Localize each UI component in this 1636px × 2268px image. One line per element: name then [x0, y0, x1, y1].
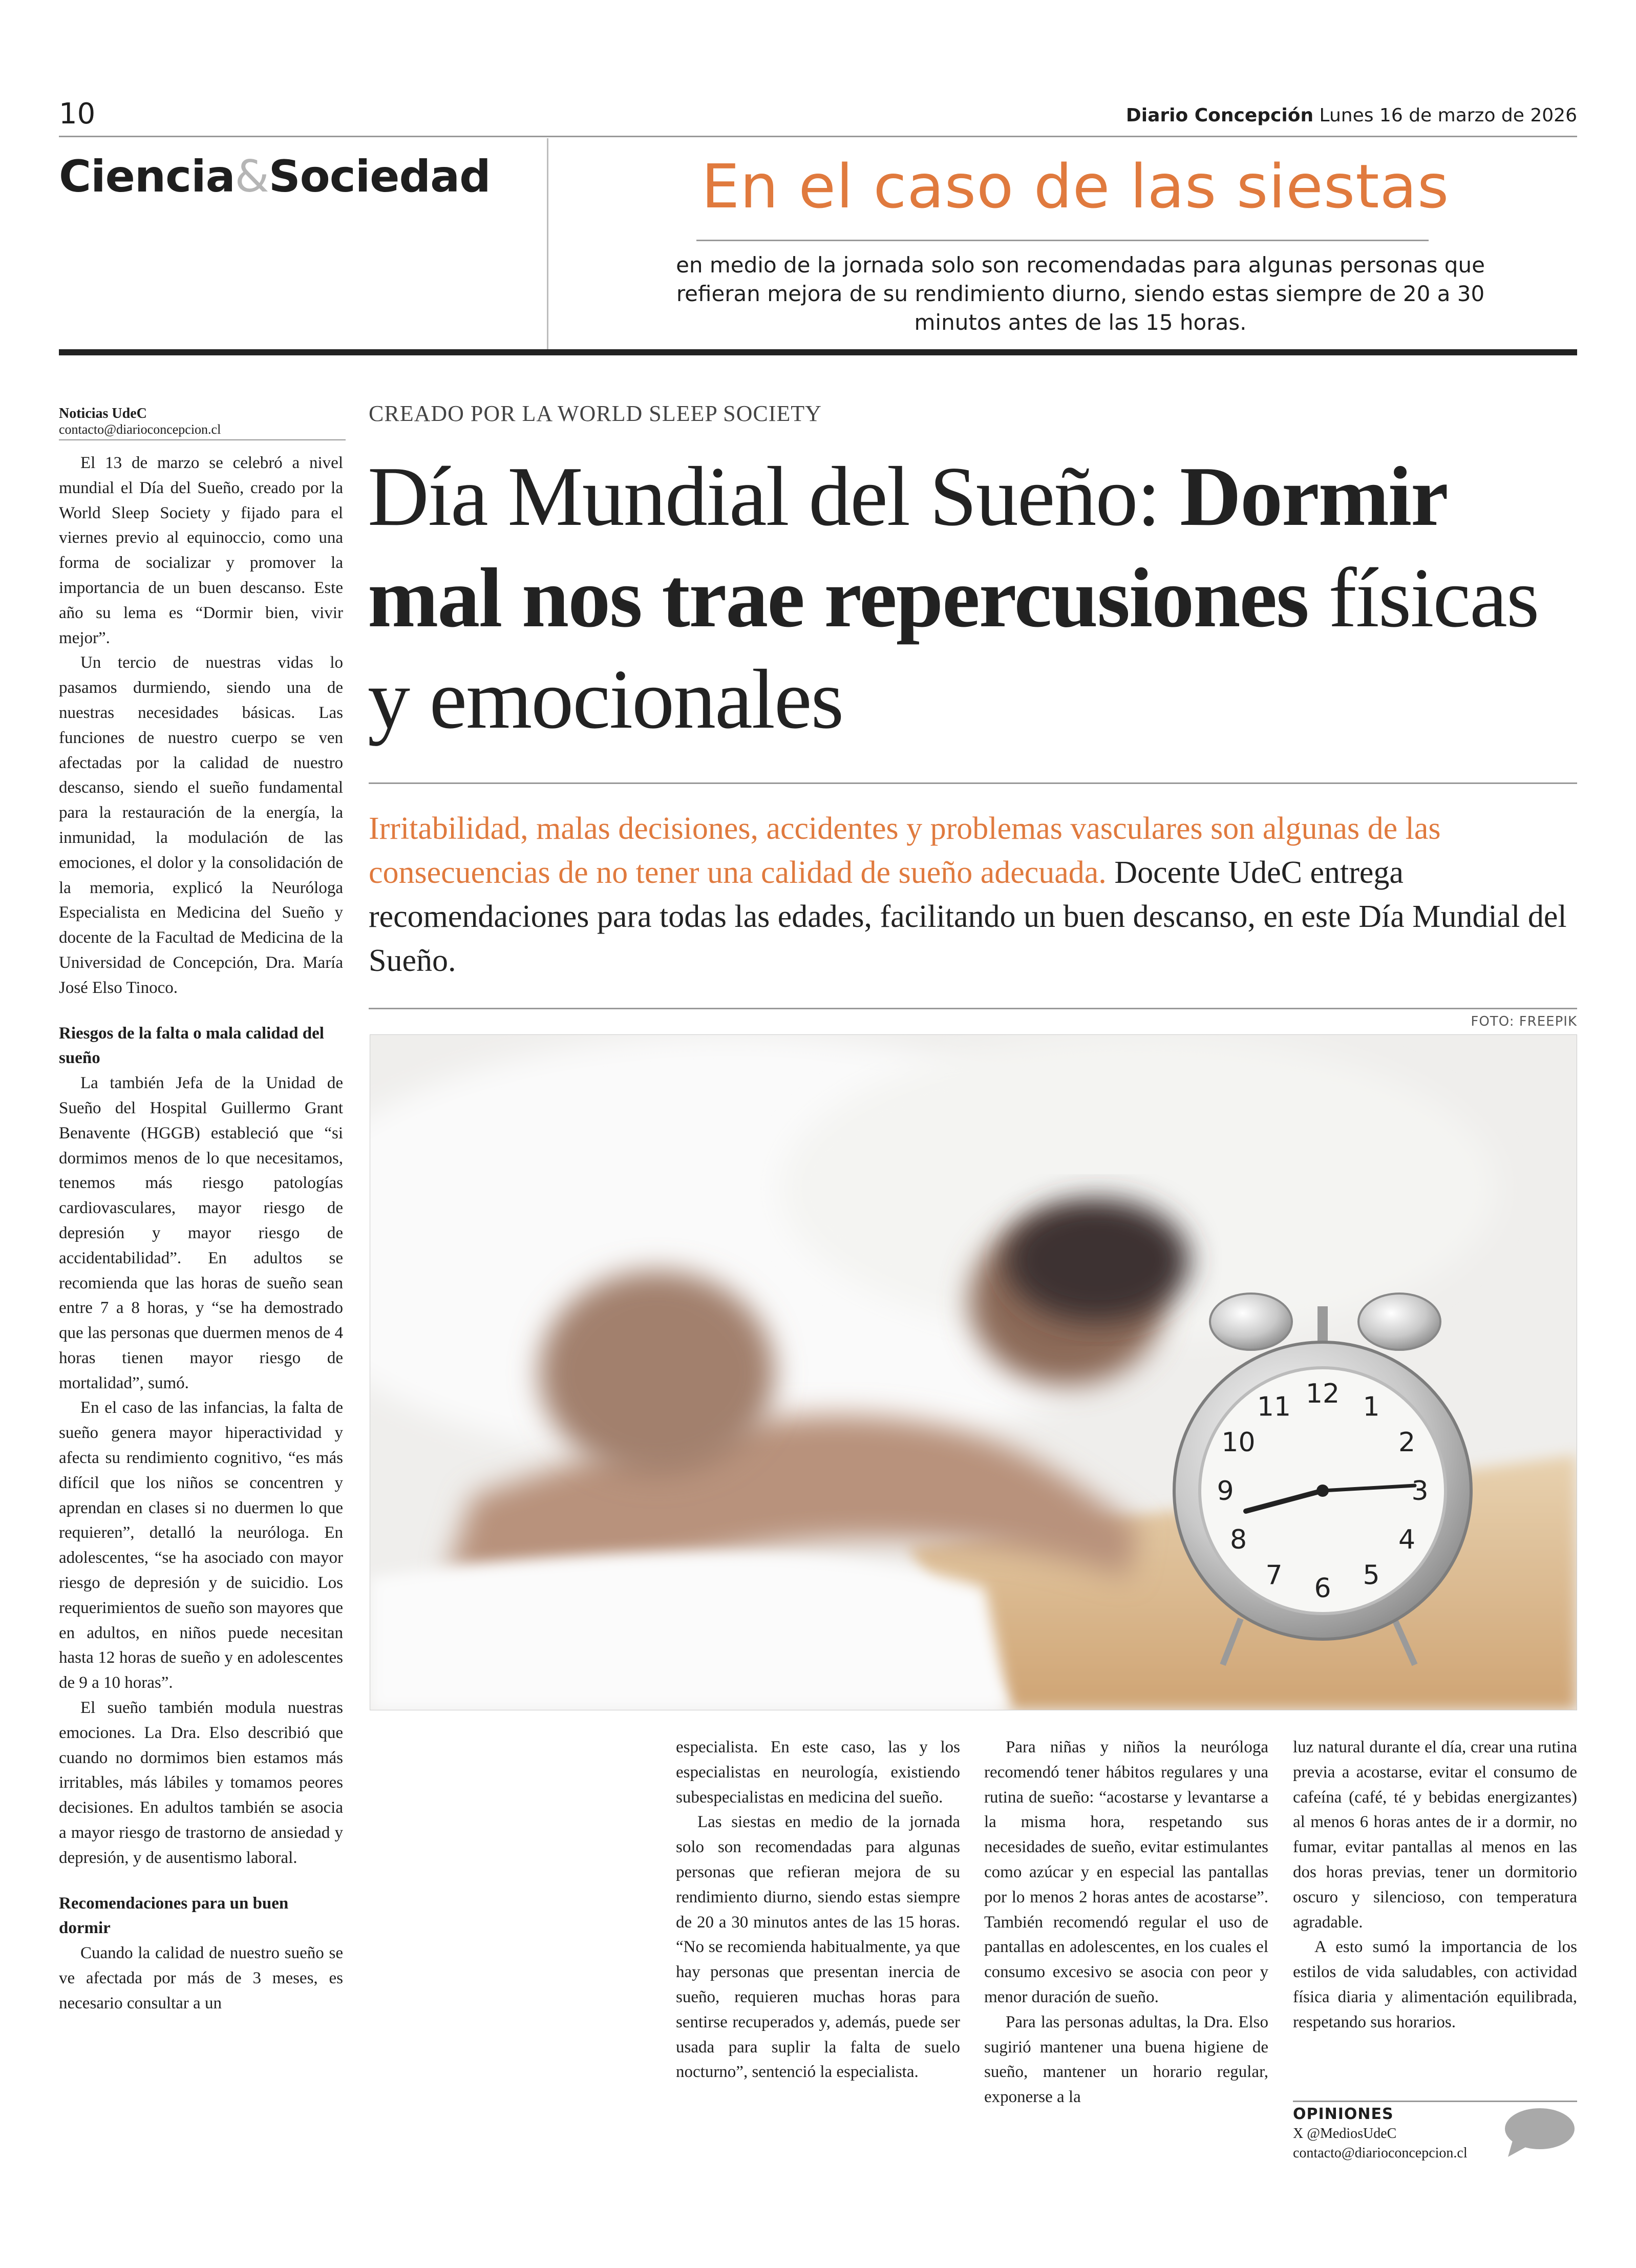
opiniones-title: OPINIONES [1293, 2105, 1394, 2123]
clock-number: 10 [1221, 1427, 1256, 1458]
masthead-name: Diario Concepción [1125, 105, 1314, 126]
paragraph: especialista. En este caso, las y los especialistas en neurología, existiendo subespecialistas en medicina del sueño. [676, 1738, 960, 1807]
byline [59, 406, 335, 437]
paragraph: Un tercio de nuestras vidas lo pasamos durmiendo, siendo una de nuestras necesidades básicas. Las funciones de nuestro cuerpo se ven afectadas por la calidad de nuestro descanso, siendo el sueño fundamental para la restauración de la energía, la inmunidad, la modulación de las emociones, el dolor y la consolidación de la memoria, explicó la Neuróloga Especialista en Medicina del Sueño y docente de la Facultad de Medicina de la Universidad de Concepción, Dra. María José Elso Tinoco. [59, 653, 343, 997]
clock-number: 8 [1229, 1524, 1247, 1555]
headline [368, 446, 1586, 750]
headline-light: Día Mundial del Sueño: [368, 449, 1180, 543]
headline-rule [369, 782, 1577, 784]
clock-number: 12 [1305, 1379, 1340, 1409]
opiniones-rule [1293, 2101, 1577, 2102]
clock-number: 3 [1411, 1476, 1429, 1507]
deck-highlight: Irritabilidad, malas decisiones, accidentes y problemas vasculares son algunas de las consecuencias de no tener una calidad de sueño adecuada. [369, 811, 1441, 890]
clock-number: 11 [1257, 1391, 1291, 1423]
clock-number: 1 [1363, 1391, 1380, 1423]
clock-number: 4 [1398, 1524, 1416, 1555]
article-column-1 [59, 451, 343, 2016]
article-column-3 [984, 1735, 1268, 2110]
overline: CREADO POR LA WORLD SLEEP SOCIETY [369, 401, 822, 426]
paragraph: luz natural durante el día, crear una rutina previa a acostarse, evitar el consumo de cafeína (café, té y bebidas energizantes) al menos 6 horas antes de ir a dormir, no fumar, evitar pantallas al menos en las dos horas previas, tener un dormitorio oscuro y silencioso, con temperatura agradable. [1293, 1738, 1577, 1932]
page-number: 10 [59, 97, 96, 131]
paragraph: En el caso de las infancias, la falta de sueño genera mayor hiperactividad y afecta su rendimiento cognitivo, “es más difícil que los niños se concentren y aprendan en clases si no duermen lo que requieren”, detalló la neuróloga. En adolescentes, “se ha asociado con mayor riesgo de depresión y de suicidio. Los requerimientos de sueño son mayores que en adultos, en niños puede necesitan hasta 12 horas de sueño y en adolescentes de 9 a 10 horas”. [59, 1398, 343, 1692]
subheading: Riesgos de la falta o mala calidad del sueño [59, 1024, 324, 1068]
opiniones-email: contacto@diarioconcepcion.cl [1293, 2145, 1468, 2161]
paragraph: Para las personas adultas, la Dra. Elso sugirió mantener una buena higiene de sueño, mantener un horario regular, exponerse a la [984, 2012, 1268, 2107]
paragraph: Para niñas y niños la neuróloga recomendó tener hábitos regulares y una rutina de sueño: “acostarse y levantarse a la misma hora, respetando sus necesidades de sueño, evitar estimulantes como azúcar y en especial las pantallas por lo menos 2 horas antes de acostarse”. También recomendó regular el uso de pantallas en adolescentes, en los cuales el consumo excesivo se asocia con peor y menor duración de sueño. [984, 1738, 1268, 2006]
headline-bold: Dormir mal nos trae repercusiones [368, 449, 1446, 645]
article-column-2 [676, 1735, 960, 2085]
paragraph: El 13 de marzo se celebró a nivel mundial el Día del Sueño, creado por la World Sleep Society y fijado para el viernes previo al equinoccio, como una forma de socializar y promover la importancia de un buen descanso. Este año su lema es “Dormir bien, vivir mejor”. [59, 454, 343, 647]
clock-number: 7 [1265, 1560, 1283, 1591]
kicker-text: en medio de la jornada solo son recomendadas para algunas personas que refieran mejora de su rendimiento diurno, siendo estas siempre de 20 a 30 minutos antes de las 15 horas. [676, 252, 1485, 335]
paragraph: A esto sumó la importancia de los estilos de vida saludables, con actividad física diaria y alimentación equilibrada, respetando sus horarios. [1293, 1938, 1577, 2031]
photo-credit: FOTO: FREEPIK [1471, 1014, 1577, 1029]
paragraph: El sueño también modula nuestras emociones. La Dra. Elso describió que cuando no dormimos bien estamos más irritables, más lábiles y tomamos peores decisiones. En adultos también se asocia a mayor riesgo de trastorno de ansiedad y depresión, y de ausentismo laboral. [59, 1699, 343, 1867]
article-column-4 [1293, 1735, 1577, 2035]
clock-number: 5 [1363, 1560, 1380, 1591]
byline-email: contacto@diarioconcepcion.cl [59, 422, 221, 437]
top-rule [59, 136, 1577, 137]
header-divider [547, 138, 548, 351]
kicker-title: En el caso de las siestas [701, 151, 1450, 222]
photo-rule [369, 1008, 1577, 1009]
clock-number: 9 [1217, 1476, 1234, 1507]
byline-name: Noticias UdeC [59, 406, 147, 421]
section-part1: Ciencia [59, 151, 235, 202]
clock-number: 6 [1314, 1573, 1331, 1604]
paragraph: La también Jefa de la Unidad de Sueño del Hospital Guillermo Grant Benavente (HGGB) estableció que “si dormimos menos de lo que necesitamos, tenemos más riesgo patologías cardiovasculares, mayor riesgo de depresión y mayor riesgo de accidentabilidad”. En adultos se recomienda que las horas de sueño sean entre 7 a 8 horas, y “se ha demostrado que las personas que duermen menos de 4 horas tienen mayor riesgo de mortalidad”, sumó. [59, 1074, 343, 1392]
article-photo [370, 1034, 1577, 1710]
deck-text: Docente UdeC entrega recomendaciones para todas las edades, facilitando un buen descanso, en este Día Mundial del Sueño. [369, 855, 1567, 978]
paragraph: Las siestas en medio de la jornada solo son recomendadas para algunas personas que refieran mejora de su rendimiento diurno, siendo estas siempre de 20 a 30 minutos antes de las 15 horas. “No se recomienda habitualmente, ya que hay personas que presentan inercia de sueño, requieren muchas horas para sentirse recuperados y, además, puede ser usada para suplir la falta de suelo nocturno”, sentenció la especialista. [676, 1813, 960, 2082]
sleeping-man-alarm-clock-image [370, 1035, 1577, 1710]
speech-bubble-icon [1503, 2106, 1577, 2159]
header-thick-rule [59, 349, 1577, 355]
masthead-date: Lunes 16 de marzo de 2026 [1319, 105, 1577, 126]
opiniones-box [1293, 2105, 1508, 2163]
headline-light-2: físicas y emocionales [368, 550, 1539, 746]
kicker-rule [696, 240, 1429, 241]
opiniones-handle: X @MediosUdeC [1293, 2126, 1397, 2142]
section-amp: & [235, 151, 269, 202]
deck [369, 807, 1577, 983]
subheading: Recomendaciones para un buen dormir [59, 1894, 289, 1938]
paragraph: Cuando la calidad de nuestro sueño se ve afectada por más de 3 meses, es necesario consultar a un [59, 1944, 343, 2012]
byline-rule [59, 439, 346, 440]
clock-number: 2 [1398, 1427, 1416, 1458]
section-part2: Sociedad [268, 151, 491, 202]
section-title [59, 151, 491, 202]
masthead [1126, 105, 1577, 126]
